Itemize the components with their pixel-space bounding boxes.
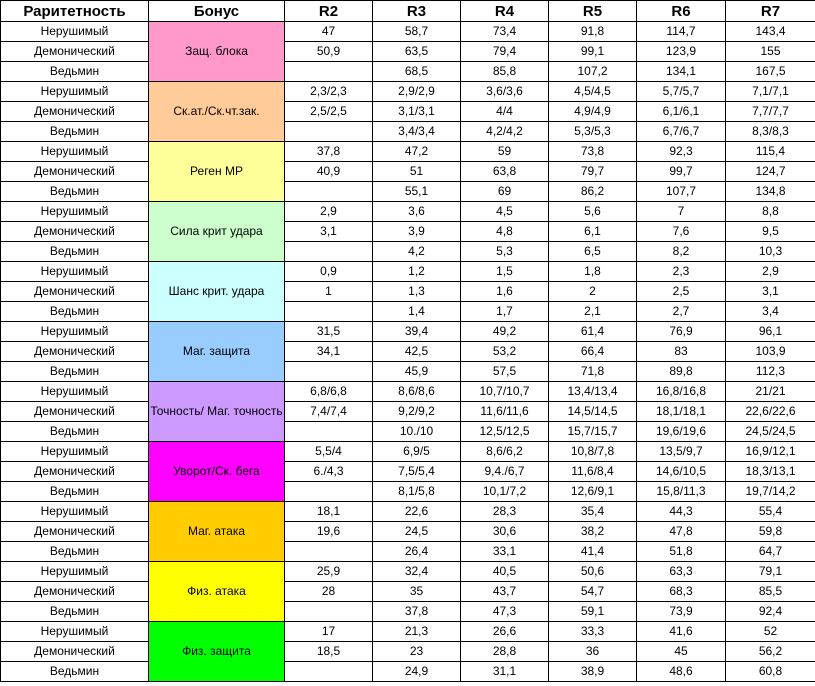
value-cell: 34,1 — [285, 342, 373, 362]
value-cell: 7,7/7,7 — [726, 102, 815, 122]
value-cell: 2,9/2,9 — [373, 82, 461, 102]
value-cell: 40,5 — [461, 562, 549, 582]
value-cell: 33,3 — [549, 622, 637, 642]
value-cell: 4,5 — [461, 202, 549, 222]
value-cell: 18,3/13,1 — [726, 462, 815, 482]
table-row — [1, 562, 815, 582]
value-cell: 28,3 — [461, 502, 549, 522]
rarity-cell: Ведьмин — [1, 602, 149, 622]
bonus-cell: Маг. защита — [149, 322, 285, 382]
value-cell: 14,6/10,5 — [637, 462, 726, 482]
value-cell: 63,5 — [373, 42, 461, 62]
bonus-cell: Реген МР — [149, 142, 285, 202]
value-cell: 45,9 — [373, 362, 461, 382]
header-r3: R3 — [373, 1, 461, 22]
value-cell: 83 — [637, 342, 726, 362]
value-cell: 7,4/7,4 — [285, 402, 373, 422]
value-cell: 16,9/12,1 — [726, 442, 815, 462]
table-row — [1, 642, 815, 662]
value-cell: 63,3 — [637, 562, 726, 582]
value-cell — [285, 242, 373, 262]
table-row — [1, 442, 815, 462]
value-cell: 15,8/11,3 — [637, 482, 726, 502]
value-cell: 24,5/24,5 — [726, 422, 815, 442]
table-row — [1, 202, 815, 222]
value-cell: 49,2 — [461, 322, 549, 342]
header-r2: R2 — [285, 1, 373, 22]
value-cell: 48,6 — [637, 662, 726, 682]
value-cell: 134,8 — [726, 182, 815, 202]
value-cell: 69 — [461, 182, 549, 202]
value-cell: 45 — [637, 642, 726, 662]
value-cell: 24,9 — [373, 662, 461, 682]
value-cell: 2,3 — [637, 262, 726, 282]
value-cell: 2,9 — [726, 262, 815, 282]
value-cell: 31,1 — [461, 662, 549, 682]
value-cell: 115,4 — [726, 142, 815, 162]
header-row — [1, 1, 815, 22]
value-cell: 6./4,3 — [285, 462, 373, 482]
value-cell — [285, 662, 373, 682]
rarity-cell: Нерушимый — [1, 142, 149, 162]
value-cell: 55,4 — [726, 502, 815, 522]
value-cell: 19,6/19,6 — [637, 422, 726, 442]
value-cell: 3,6/3,6 — [461, 82, 549, 102]
value-cell: 6,9/5 — [373, 442, 461, 462]
rarity-cell: Демонический — [1, 102, 149, 122]
value-cell: 9,5 — [726, 222, 815, 242]
value-cell: 14,5/14,5 — [549, 402, 637, 422]
value-cell: 85,5 — [726, 582, 815, 602]
value-cell — [285, 542, 373, 562]
value-cell: 35,4 — [549, 502, 637, 522]
value-cell: 3,1/3,1 — [373, 102, 461, 122]
rarity-cell: Ведьмин — [1, 62, 149, 82]
table-row — [1, 482, 815, 502]
value-cell: 2,5 — [637, 282, 726, 302]
value-cell: 114,7 — [637, 22, 726, 42]
value-cell: 4,8 — [461, 222, 549, 242]
table-row — [1, 542, 815, 562]
rarity-cell: Нерушимый — [1, 442, 149, 462]
value-cell: 9,2/9,2 — [373, 402, 461, 422]
value-cell: 7 — [637, 202, 726, 222]
value-cell: 47,8 — [637, 522, 726, 542]
value-cell: 28 — [285, 582, 373, 602]
value-cell: 2,5/2,5 — [285, 102, 373, 122]
value-cell: 8,6/8,6 — [373, 382, 461, 402]
value-cell: 22,6 — [373, 502, 461, 522]
value-cell: 7,5/5,4 — [373, 462, 461, 482]
value-cell: 12,5/12,5 — [461, 422, 549, 442]
table-row — [1, 502, 815, 522]
rarity-cell: Демонический — [1, 42, 149, 62]
value-cell: 107,2 — [549, 62, 637, 82]
value-cell: 7,6 — [637, 222, 726, 242]
value-cell: 43,7 — [461, 582, 549, 602]
value-cell: 10,3 — [726, 242, 815, 262]
value-cell: 51 — [373, 162, 461, 182]
value-cell: 37,8 — [285, 142, 373, 162]
value-cell: 89,8 — [637, 362, 726, 382]
value-cell: 10,8/7,8 — [549, 442, 637, 462]
rarity-cell: Нерушимый — [1, 322, 149, 342]
rarity-cell: Демонический — [1, 582, 149, 602]
value-cell: 40,9 — [285, 162, 373, 182]
value-cell: 96,1 — [726, 322, 815, 342]
value-cell: 16,8/16,8 — [637, 382, 726, 402]
table-row — [1, 602, 815, 622]
rarity-cell: Нерушимый — [1, 382, 149, 402]
value-cell: 155 — [726, 42, 815, 62]
value-cell: 66,4 — [549, 342, 637, 362]
value-cell: 2 — [549, 282, 637, 302]
value-cell: 54,7 — [549, 582, 637, 602]
value-cell: 22,6/22,6 — [726, 402, 815, 422]
value-cell — [285, 62, 373, 82]
table-row — [1, 242, 815, 262]
table-row — [1, 22, 815, 42]
rarity-cell: Нерушимый — [1, 262, 149, 282]
value-cell: 71,8 — [549, 362, 637, 382]
table-row — [1, 362, 815, 382]
value-cell: 42,5 — [373, 342, 461, 362]
table-row — [1, 622, 815, 642]
value-cell: 4,9/4,9 — [549, 102, 637, 122]
table-row — [1, 582, 815, 602]
value-cell: 17 — [285, 622, 373, 642]
value-cell: 59 — [461, 142, 549, 162]
value-cell: 5,3/5,3 — [549, 122, 637, 142]
value-cell — [285, 602, 373, 622]
value-cell: 1,6 — [461, 282, 549, 302]
value-cell: 18,1 — [285, 502, 373, 522]
value-cell: 47 — [285, 22, 373, 42]
rarity-cell: Демонический — [1, 342, 149, 362]
table-row — [1, 102, 815, 122]
value-cell: 59,8 — [726, 522, 815, 542]
value-cell: 3,4/3,4 — [373, 122, 461, 142]
value-cell: 5,6 — [549, 202, 637, 222]
rarity-cell: Ведьмин — [1, 122, 149, 142]
value-cell: 3,9 — [373, 222, 461, 242]
bonus-cell: Точность/ Маг. точность — [149, 382, 285, 442]
rarity-cell: Демонический — [1, 282, 149, 302]
value-cell: 37,8 — [373, 602, 461, 622]
value-cell: 38,2 — [549, 522, 637, 542]
rarity-cell: Демонический — [1, 162, 149, 182]
value-cell: 5,3 — [461, 242, 549, 262]
table-row — [1, 42, 815, 62]
value-cell: 24,5 — [373, 522, 461, 542]
bonus-cell: Физ. защита — [149, 622, 285, 682]
bonus-cell: Ск.ат./Ск.чт.зак. — [149, 82, 285, 142]
value-cell: 2,1 — [549, 302, 637, 322]
header-r7: R7 — [726, 1, 815, 22]
rarity-cell: Демонический — [1, 522, 149, 542]
value-cell: 18,5 — [285, 642, 373, 662]
value-cell: 3,1 — [726, 282, 815, 302]
table-row — [1, 162, 815, 182]
value-cell: 85,8 — [461, 62, 549, 82]
value-cell: 8,3/8,3 — [726, 122, 815, 142]
header-bonus: Бонус — [149, 1, 285, 22]
value-cell: 38,9 — [549, 662, 637, 682]
value-cell: 10./10 — [373, 422, 461, 442]
value-cell: 21,3 — [373, 622, 461, 642]
value-cell: 58,7 — [373, 22, 461, 42]
value-cell — [285, 422, 373, 442]
value-cell: 44,3 — [637, 502, 726, 522]
value-cell: 60,8 — [726, 662, 815, 682]
value-cell: 53,2 — [461, 342, 549, 362]
value-cell: 68,5 — [373, 62, 461, 82]
value-cell: 32,4 — [373, 562, 461, 582]
value-cell: 10,7/10,7 — [461, 382, 549, 402]
value-cell: 64,7 — [726, 542, 815, 562]
value-cell: 79,1 — [726, 562, 815, 582]
bonus-cell: Шанс крит. удара — [149, 262, 285, 322]
rarity-cell: Ведьмин — [1, 242, 149, 262]
value-cell: 6,1/6,1 — [637, 102, 726, 122]
header-r4: R4 — [461, 1, 549, 22]
value-cell: 2,7 — [637, 302, 726, 322]
table-body — [1, 22, 815, 682]
header-r5: R5 — [549, 1, 637, 22]
value-cell: 52 — [726, 622, 815, 642]
value-cell: 1,2 — [373, 262, 461, 282]
value-cell: 112,3 — [726, 362, 815, 382]
value-cell: 92,3 — [637, 142, 726, 162]
header-rarity: Раритетность — [1, 1, 149, 22]
rarity-cell: Нерушимый — [1, 502, 149, 522]
value-cell: 91,8 — [549, 22, 637, 42]
value-cell: 1,7 — [461, 302, 549, 322]
value-cell: 79,7 — [549, 162, 637, 182]
value-cell: 61,4 — [549, 322, 637, 342]
rarity-cell: Ведьмин — [1, 542, 149, 562]
value-cell: 55,1 — [373, 182, 461, 202]
value-cell: 47,2 — [373, 142, 461, 162]
value-cell: 5,5/4 — [285, 442, 373, 462]
table-row — [1, 662, 815, 682]
value-cell: 73,4 — [461, 22, 549, 42]
value-cell: 25,9 — [285, 562, 373, 582]
value-cell: 73,8 — [549, 142, 637, 162]
value-cell: 19,6 — [285, 522, 373, 542]
value-cell: 36 — [549, 642, 637, 662]
header-r6: R6 — [637, 1, 726, 22]
value-cell: 8,2 — [637, 242, 726, 262]
value-cell: 50,6 — [549, 562, 637, 582]
value-cell: 4,5/4,5 — [549, 82, 637, 102]
bonus-cell: Маг. атака — [149, 502, 285, 562]
value-cell: 4/4 — [461, 102, 549, 122]
table-row — [1, 462, 815, 482]
table-row — [1, 322, 815, 342]
value-cell: 50,9 — [285, 42, 373, 62]
table-row — [1, 422, 815, 442]
value-cell: 0,9 — [285, 262, 373, 282]
value-cell — [285, 482, 373, 502]
value-cell: 7,1/7,1 — [726, 82, 815, 102]
value-cell: 26,4 — [373, 542, 461, 562]
value-cell: 124,7 — [726, 162, 815, 182]
rarity-cell: Ведьмин — [1, 302, 149, 322]
value-cell: 76,9 — [637, 322, 726, 342]
value-cell: 11,6/11,6 — [461, 402, 549, 422]
rarity-cell: Нерушимый — [1, 202, 149, 222]
rarity-cell: Нерушимый — [1, 22, 149, 42]
table-row — [1, 382, 815, 402]
value-cell: 39,4 — [373, 322, 461, 342]
value-cell: 99,1 — [549, 42, 637, 62]
table-row — [1, 342, 815, 362]
value-cell: 1,3 — [373, 282, 461, 302]
rarity-cell: Нерушимый — [1, 562, 149, 582]
rarity-cell: Демонический — [1, 222, 149, 242]
value-cell: 35 — [373, 582, 461, 602]
table-row — [1, 62, 815, 82]
rarity-cell: Ведьмин — [1, 422, 149, 442]
rarity-cell: Нерушимый — [1, 82, 149, 102]
rarity-cell: Демонический — [1, 402, 149, 422]
value-cell: 1 — [285, 282, 373, 302]
bonus-cell: Сила крит удара — [149, 202, 285, 262]
value-cell: 8,6/6,2 — [461, 442, 549, 462]
value-cell — [285, 362, 373, 382]
value-cell: 10,1/7,2 — [461, 482, 549, 502]
value-cell: 57,5 — [461, 362, 549, 382]
value-cell: 59,1 — [549, 602, 637, 622]
value-cell: 1,4 — [373, 302, 461, 322]
value-cell: 26,6 — [461, 622, 549, 642]
rarity-cell: Ведьмин — [1, 182, 149, 202]
value-cell: 1,5 — [461, 262, 549, 282]
value-cell: 8,1/5,8 — [373, 482, 461, 502]
value-cell: 92,4 — [726, 602, 815, 622]
value-cell: 11,6/8,4 — [549, 462, 637, 482]
value-cell: 123,9 — [637, 42, 726, 62]
value-cell: 2,3/2,3 — [285, 82, 373, 102]
value-cell: 28,8 — [461, 642, 549, 662]
bonus-cell: Физ. атака — [149, 562, 285, 622]
value-cell: 30,6 — [461, 522, 549, 542]
value-cell: 9,4./6,7 — [461, 462, 549, 482]
value-cell: 79,4 — [461, 42, 549, 62]
table-row — [1, 142, 815, 162]
value-cell: 13,5/9,7 — [637, 442, 726, 462]
value-cell: 99,7 — [637, 162, 726, 182]
value-cell: 8,8 — [726, 202, 815, 222]
value-cell: 3,1 — [285, 222, 373, 242]
value-cell: 31,5 — [285, 322, 373, 342]
value-cell: 51,8 — [637, 542, 726, 562]
rarity-cell: Нерушимый — [1, 622, 149, 642]
value-cell: 21/21 — [726, 382, 815, 402]
value-cell: 3,4 — [726, 302, 815, 322]
rarity-cell: Ведьмин — [1, 362, 149, 382]
value-cell: 63,8 — [461, 162, 549, 182]
value-cell: 6,7/6,7 — [637, 122, 726, 142]
value-cell: 23 — [373, 642, 461, 662]
value-cell: 6,1 — [549, 222, 637, 242]
table-row — [1, 122, 815, 142]
rarity-cell: Демонический — [1, 462, 149, 482]
value-cell: 86,2 — [549, 182, 637, 202]
value-cell: 1,8 — [549, 262, 637, 282]
value-cell: 4,2 — [373, 242, 461, 262]
value-cell: 4,2/4,2 — [461, 122, 549, 142]
value-cell: 56,2 — [726, 642, 815, 662]
value-cell: 41,6 — [637, 622, 726, 642]
value-cell: 6,8/6,8 — [285, 382, 373, 402]
value-cell: 167,5 — [726, 62, 815, 82]
value-cell: 12,6/9,1 — [549, 482, 637, 502]
table-row — [1, 182, 815, 202]
rarity-cell: Ведьмин — [1, 662, 149, 682]
value-cell: 103,9 — [726, 342, 815, 362]
value-cell: 2,9 — [285, 202, 373, 222]
table-row — [1, 302, 815, 322]
table-row — [1, 222, 815, 242]
rarity-cell: Демонический — [1, 642, 149, 662]
value-cell: 73,9 — [637, 602, 726, 622]
table-row — [1, 262, 815, 282]
value-cell: 19,7/14,2 — [726, 482, 815, 502]
value-cell: 134,1 — [637, 62, 726, 82]
value-cell: 3,6 — [373, 202, 461, 222]
value-cell: 6,5 — [549, 242, 637, 262]
table-row — [1, 282, 815, 302]
table-row — [1, 82, 815, 102]
rarity-cell: Ведьмин — [1, 482, 149, 502]
table-row — [1, 402, 815, 422]
value-cell: 143,4 — [726, 22, 815, 42]
bonus-cell: Уворот/Ск. бега — [149, 442, 285, 502]
value-cell — [285, 182, 373, 202]
value-cell: 47,3 — [461, 602, 549, 622]
table-row — [1, 522, 815, 542]
value-cell: 107,7 — [637, 182, 726, 202]
value-cell: 5,7/5,7 — [637, 82, 726, 102]
bonus-cell: Защ. блока — [149, 22, 285, 82]
value-cell: 41,4 — [549, 542, 637, 562]
value-cell: 68,3 — [637, 582, 726, 602]
value-cell: 33,1 — [461, 542, 549, 562]
value-cell: 18,1/18,1 — [637, 402, 726, 422]
value-cell — [285, 122, 373, 142]
value-cell — [285, 302, 373, 322]
value-cell: 15,7/15,7 — [549, 422, 637, 442]
value-cell: 13,4/13,4 — [549, 382, 637, 402]
